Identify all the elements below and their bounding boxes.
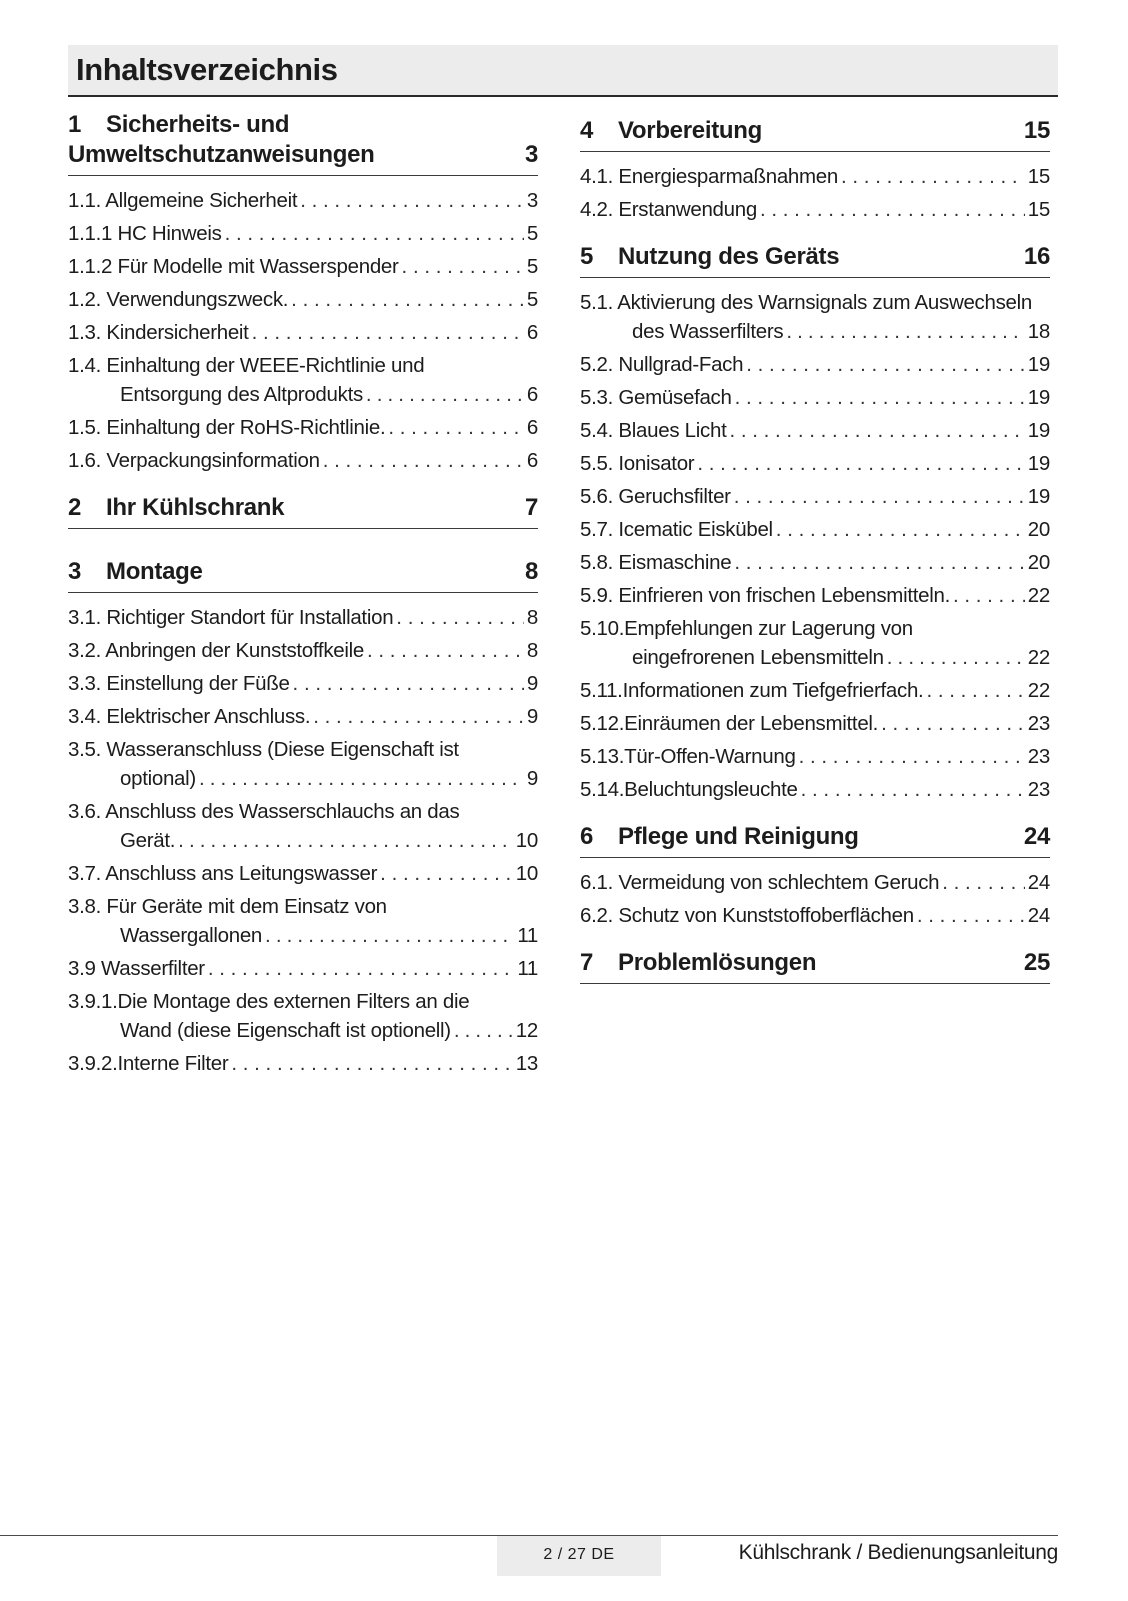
section-title: Nutzung des Geräts (618, 243, 840, 270)
dot-leader (786, 317, 1024, 346)
dot-leader (776, 515, 1025, 544)
toc-entry-label-cont: Wassergallonen (120, 924, 263, 947)
toc-entry-label: 5.7. Icematic Eiskübel (580, 518, 773, 541)
dot-leader (208, 954, 514, 983)
toc-entry-label: 1.3. Kindersicherheit (68, 321, 249, 344)
dot-leader (734, 482, 1025, 511)
dot-leader (729, 416, 1024, 445)
toc-entry[interactable] (68, 351, 538, 409)
dot-leader (917, 901, 1025, 930)
toc-entry-label: 5.13.Tür-Offen-Warnung (580, 745, 796, 768)
toc-entry-page: 23 (1027, 712, 1050, 735)
toc-section-heading[interactable] (68, 493, 538, 529)
toc-entry-page: 20 (1027, 551, 1050, 574)
document-name: Kühlschrank / Bedienungsanleitung (738, 1541, 1058, 1564)
dot-leader (926, 676, 1024, 705)
section-title-line1: Sicherheits- und (106, 111, 290, 138)
toc-entry[interactable] (68, 186, 538, 215)
toc-entry[interactable] (580, 350, 1050, 379)
dot-leader (734, 548, 1024, 577)
toc-entry-label: 5.5. Ionisator (580, 452, 695, 475)
dot-leader (953, 581, 1025, 610)
toc-entry-page: 13 (515, 1052, 538, 1075)
toc-entry-page: 24 (1027, 871, 1050, 894)
toc-entry[interactable] (580, 742, 1050, 771)
toc-entry-page: 22 (1027, 679, 1050, 702)
toc-entry[interactable] (580, 416, 1050, 445)
toc-entry-label: 3.6. Anschluss des Wasserschlauchs an das (68, 800, 460, 823)
dot-leader (388, 413, 524, 442)
toc-entry-label: 3.1. Richtiger Standort für Installation (68, 606, 394, 629)
toc-entry-label: 3.9.2.Interne Filter (68, 1052, 229, 1075)
toc-entry[interactable] (580, 676, 1050, 705)
dot-leader (300, 186, 524, 215)
toc-entry-page: 15 (1027, 165, 1050, 188)
toc-entry-label: 3.3. Einstellung der Füße (68, 672, 290, 695)
dot-leader (291, 285, 524, 314)
toc-entry[interactable] (68, 603, 538, 632)
toc-entry[interactable] (68, 859, 538, 888)
toc-entry-page: 18 (1027, 320, 1050, 343)
toc-entry-label: 6.1. Vermeidung von schlechtem Geruch (580, 871, 940, 894)
toc-entry[interactable] (580, 383, 1050, 412)
toc-entry[interactable] (68, 413, 538, 442)
section-title: Pflege und Reinigung (618, 823, 859, 850)
dot-leader (881, 709, 1025, 738)
section-page: 7 (524, 494, 538, 521)
toc-entry[interactable] (580, 195, 1050, 224)
section-number: 3 (68, 558, 82, 585)
toc-entry[interactable] (68, 954, 538, 983)
toc-entry-label: 1.5. Einhaltung der RoHS-Richtlinie. (68, 416, 386, 439)
dot-leader (887, 643, 1025, 672)
toc-entry-label: 5.1. Aktivierung des Warnsignals zum Auswechseln (580, 291, 1033, 314)
toc-entry-page: 19 (1027, 452, 1050, 475)
section-title: Montage (106, 558, 203, 585)
toc-entry-page: 22 (1027, 584, 1050, 607)
dot-leader (178, 826, 513, 855)
toc-entry-label: 1.6. Verpackungsinformation (68, 449, 320, 472)
toc-section-heading[interactable] (580, 822, 1050, 858)
toc-entry-label: 3.5. Wasseranschluss (Diese Eigenschaft ist (68, 738, 459, 761)
dot-leader (293, 669, 524, 698)
toc-entry-page: 11 (517, 924, 538, 947)
section-page: 15 (1023, 117, 1050, 144)
toc-entry-page: 19 (1027, 386, 1050, 409)
toc-entry-label: 4.2. Erstanwendung (580, 198, 757, 221)
section-number: 7 (580, 949, 594, 976)
toc-entry-page: 19 (1027, 353, 1050, 376)
dot-leader (367, 636, 524, 665)
toc-entry-page: 23 (1027, 745, 1050, 768)
toc-entry-label: 6.2. Schutz von Kunststoffoberflächen (580, 904, 914, 927)
toc-entry-label: 5.6. Geruchsfilter (580, 485, 731, 508)
toc-entry-page: 20 (1027, 518, 1050, 541)
toc-entry[interactable] (68, 669, 538, 698)
dot-leader (231, 1049, 512, 1078)
toc-section-2 (68, 493, 538, 529)
section-page: 8 (524, 558, 538, 585)
section-page: 25 (1023, 949, 1050, 976)
toc-entry[interactable] (68, 892, 538, 950)
toc-section-heading[interactable] (580, 948, 1050, 984)
toc-entry-page: 9 (526, 705, 538, 728)
toc-entry[interactable] (580, 614, 1050, 672)
toc-section-heading[interactable] (580, 116, 1050, 152)
toc-entry[interactable] (580, 162, 1050, 191)
toc-entry-label: 5.4. Blaues Licht (580, 419, 727, 442)
dot-leader (760, 195, 1025, 224)
toc-entry-page: 15 (1027, 198, 1050, 221)
toc-entry-page: 12 (515, 1019, 538, 1042)
toc-entry-page: 19 (1027, 485, 1050, 508)
toc-entry-page: 10 (515, 862, 538, 885)
section-number: 4 (580, 117, 594, 144)
toc-entry-page: 8 (526, 606, 538, 629)
toc-entry[interactable] (68, 702, 538, 731)
toc-entry-page: 8 (526, 639, 538, 662)
section-title: Problemlösungen (618, 949, 817, 976)
toc-section-1 (68, 110, 538, 475)
toc-section-heading[interactable] (580, 242, 1050, 278)
toc-entry[interactable] (68, 735, 538, 793)
toc-entry-page: 9 (526, 672, 538, 695)
toc-entry[interactable] (68, 797, 538, 855)
toc-section-4 (580, 116, 1050, 224)
toc-entry-label-cont: des Wasserfilters (632, 320, 784, 343)
toc-entry-label: 3.9 Wasserfilter (68, 957, 205, 980)
toc-entry-page: 11 (517, 957, 538, 980)
toc-section-6 (580, 822, 1050, 930)
toc-entry[interactable] (580, 482, 1050, 511)
toc-entry-label-cont: optional) (120, 767, 196, 790)
toc-section-heading[interactable] (68, 557, 538, 593)
toc-entry-page: 6 (526, 416, 538, 439)
toc-entry[interactable] (68, 446, 538, 475)
dot-leader (799, 742, 1025, 771)
toc-entry[interactable] (580, 709, 1050, 738)
toc-entry-page: 19 (1027, 419, 1050, 442)
toc-right-column (580, 116, 1050, 1002)
toc-entry-label: 5.10.Empfehlungen zur Lagerung von (580, 617, 913, 640)
toc-entry-label: 3.4. Elektrischer Anschluss. (68, 705, 311, 728)
toc-entry-label: 1.1.1 HC Hinweis (68, 222, 222, 245)
dot-leader (841, 162, 1025, 191)
toc-entry[interactable] (68, 1049, 538, 1078)
dot-leader (380, 859, 513, 888)
toc-entry-label: 1.1.2 Für Modelle mit Wasserspender (68, 255, 399, 278)
toc-entry[interactable] (580, 775, 1050, 804)
toc-section-7 (580, 948, 1050, 984)
section-number: 5 (580, 243, 594, 270)
toc-left-column (68, 110, 538, 1096)
toc-entry[interactable] (68, 285, 538, 314)
toc-entry-label: 3.2. Anbringen der Kunststoffkeile (68, 639, 364, 662)
dot-leader (313, 702, 524, 731)
toc-entry[interactable] (68, 252, 538, 281)
toc-entry-page: 5 (526, 288, 538, 311)
dot-leader (366, 380, 524, 409)
toc-entry-label: 5.3. Gemüsefach (580, 386, 732, 409)
toc-entry-page: 5 (526, 255, 538, 278)
dot-leader (252, 318, 524, 347)
toc-entry[interactable] (68, 318, 538, 347)
dot-leader (735, 383, 1025, 412)
dot-leader (323, 446, 524, 475)
toc-entry-page: 10 (515, 829, 538, 852)
section-number: 1 (68, 111, 82, 138)
toc-entry-label: 3.7. Anschluss ans Leitungswasser (68, 862, 378, 885)
toc-entry-label: 5.2. Nullgrad-Fach (580, 353, 744, 376)
dot-leader (225, 219, 524, 248)
toc-entry-page: 9 (526, 767, 538, 790)
toc-entry-label: 3.8. Für Geräte mit dem Einsatz von (68, 895, 387, 918)
toc-entry-page: 6 (526, 321, 538, 344)
dot-leader (199, 764, 524, 793)
section-page: 24 (1023, 823, 1050, 850)
dot-leader (396, 603, 524, 632)
section-page: 3 (524, 141, 538, 168)
toc-section-heading[interactable] (68, 110, 538, 176)
dot-leader (454, 1016, 513, 1045)
toc-entry[interactable] (68, 219, 538, 248)
toc-entry-label: 1.1. Allgemeine Sicherheit (68, 189, 298, 212)
toc-entry-label: 5.11.Informationen zum Tiefgefrierfach. (580, 679, 924, 702)
toc-entry[interactable] (580, 901, 1050, 930)
toc-entry[interactable] (580, 515, 1050, 544)
toc-entry-label-cont: Wand (diese Eigenschaft ist optionell) (120, 1019, 451, 1042)
toc-entry-page: 6 (526, 383, 538, 406)
toc-entry[interactable] (68, 987, 538, 1045)
toc-entry-label: 5.12.Einräumen der Lebensmittel. (580, 712, 879, 735)
toc-entry-label-cont: eingefrorenen Lebensmitteln (632, 646, 884, 669)
toc-entry-label: 5.9. Einfrieren von frischen Lebensmitteln. (580, 584, 950, 607)
toc-entry-label-cont: Entsorgung des Altprodukts (120, 383, 363, 406)
section-number: 2 (68, 494, 82, 521)
toc-entry[interactable] (580, 548, 1050, 577)
dot-leader (801, 775, 1025, 804)
toc-entry[interactable] (580, 868, 1050, 897)
toc-entry[interactable] (580, 449, 1050, 478)
toc-entry-label: 1.2. Verwendungszweck. (68, 288, 289, 311)
toc-entry-label: 3.9.1.Die Montage des externen Filters an die (68, 990, 470, 1013)
dot-leader (402, 252, 524, 281)
toc-entry-label: 4.1. Energiesparmaßnahmen (580, 165, 839, 188)
section-page: 16 (1023, 243, 1050, 270)
toc-entry-page: 5 (526, 222, 538, 245)
dot-leader (265, 921, 514, 950)
page-title: Inhaltsverzeichnis (76, 52, 338, 87)
section-number: 6 (580, 823, 594, 850)
toc-entry-page: 23 (1027, 778, 1050, 801)
section-title: Ihr Kühlschrank (106, 494, 285, 521)
section-title-line2: Umweltschutzanweisungen (68, 141, 375, 168)
toc-entry-label: 5.8. Eismaschine (580, 551, 732, 574)
toc-entry-page: 24 (1027, 904, 1050, 927)
toc-entry[interactable] (580, 288, 1050, 346)
dot-leader (942, 868, 1025, 897)
page-indicator: 2 / 27 DE (497, 1536, 661, 1576)
toc-entry-page: 22 (1027, 646, 1050, 669)
toc-entry-label: 1.4. Einhaltung der WEEE-Richtlinie und (68, 354, 425, 377)
toc-entry-page: 3 (526, 189, 538, 212)
toc-entry-label-cont: Gerät. (120, 829, 176, 852)
dot-leader (746, 350, 1025, 379)
toc-section-5 (580, 242, 1050, 804)
section-title: Vorbereitung (618, 117, 762, 144)
toc-entry[interactable] (580, 581, 1050, 610)
toc-entry-page: 6 (526, 449, 538, 472)
toc-entry[interactable] (68, 636, 538, 665)
title-bar (68, 45, 1058, 97)
dot-leader (697, 449, 1024, 478)
toc-section-3 (68, 557, 538, 1078)
toc-entry-label: 5.14.Beluchtungsleuchte (580, 778, 798, 801)
